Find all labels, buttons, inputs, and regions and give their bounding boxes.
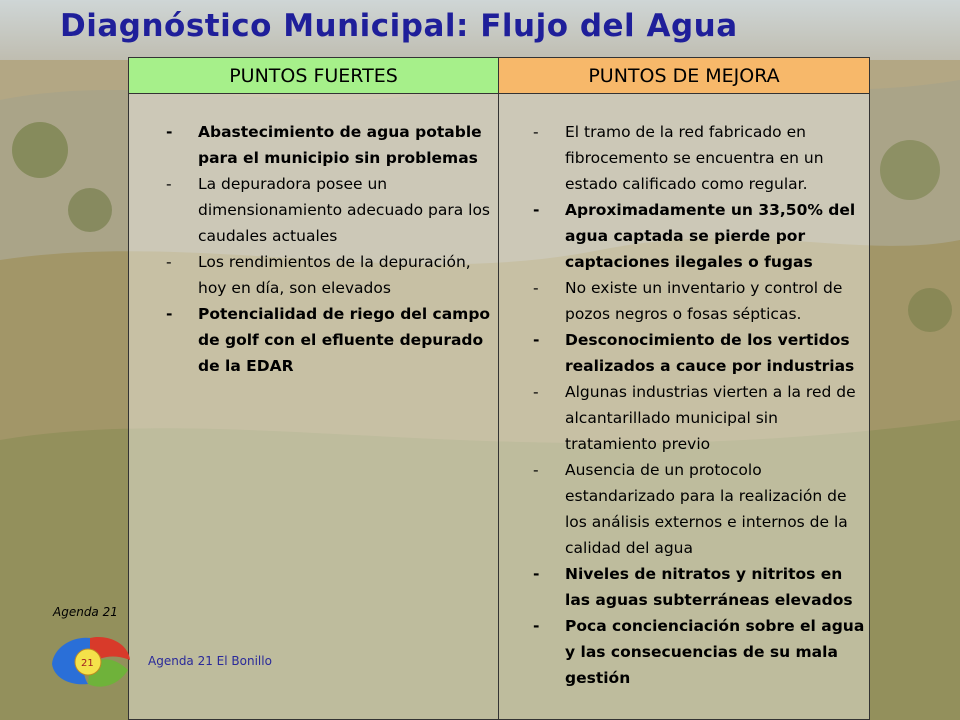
page-title: Diagnóstico Municipal: Flujo del Agua (60, 8, 738, 44)
improvement-item-text: Poca concienciación sobre el agua y las consecuencias de su mala gestión (565, 617, 865, 687)
bullet-dash: - (533, 201, 540, 219)
improvement-item-text: Algunas industrias vierten a la red de alcantarillado municipal sin tratamiento previo (565, 383, 856, 453)
improvement-item (533, 561, 865, 613)
bullet-dash: - (166, 305, 173, 323)
improvement-item-text: El tramo de la red fabricado en fibrocemento se encuentra en un estado calificado como regular. (565, 123, 824, 193)
bullet-dash: - (166, 253, 172, 271)
strengths-list (166, 119, 491, 379)
bullet-dash: - (533, 617, 540, 635)
improvement-item (533, 275, 865, 327)
improvement-item (533, 197, 865, 275)
strength-item-text: Abastecimiento de agua potable para el municipio sin problemas (198, 123, 482, 167)
strength-item (166, 171, 491, 249)
improvement-item-text: Desconocimiento de los vertidos realizados a cauce por industrias (565, 331, 855, 375)
improvements-header: PUNTOS DE MEJORA (499, 58, 869, 94)
bullet-dash: - (533, 565, 540, 583)
bullet-dash: - (533, 123, 539, 141)
bullet-dash: - (533, 279, 539, 297)
improvement-item-text: Aproximadamente un 33,50% del agua captada se pierde por captaciones ilegales o fugas (565, 201, 856, 271)
logo-word: Agenda 21 (53, 605, 118, 619)
bullet-dash: - (533, 461, 539, 479)
improvement-item-text: No existe un inventario y control de pozos negros o fosas sépticas. (565, 279, 843, 323)
logo-center-text: 21 (81, 658, 94, 669)
improvement-item (533, 119, 865, 197)
improvement-item-text: Niveles de nitratos y nitritos en las aguas subterráneas elevados (565, 565, 853, 609)
bullet-dash: - (166, 175, 172, 193)
improvement-item (533, 613, 865, 691)
improvement-item (533, 379, 865, 457)
strength-item-text: Los rendimientos de la depuración, hoy en día, son elevados (198, 253, 471, 297)
improvement-item-text: Ausencia de un protocolo estandarizado para la realización de los análisis externos e internos de la calidad del agua (565, 461, 848, 557)
strength-item (166, 249, 491, 301)
strengths-header: PUNTOS FUERTES (129, 58, 498, 94)
footer-text: Agenda 21 El Bonillo (148, 654, 272, 668)
strength-item-text: Potencialidad de riego del campo de golf con el efluente depurado de la EDAR (198, 305, 491, 375)
strength-item (166, 119, 491, 171)
improvement-item (533, 327, 865, 379)
bullet-dash: - (533, 383, 539, 401)
column-divider (498, 58, 499, 719)
bullet-dash: - (166, 123, 173, 141)
improvements-list (533, 119, 865, 691)
strength-item-text: La depuradora posee un dimensionamiento adecuado para los caudales actuales (198, 175, 491, 245)
improvement-item (533, 457, 865, 561)
bullet-dash: - (533, 331, 540, 349)
strength-item (166, 301, 491, 379)
